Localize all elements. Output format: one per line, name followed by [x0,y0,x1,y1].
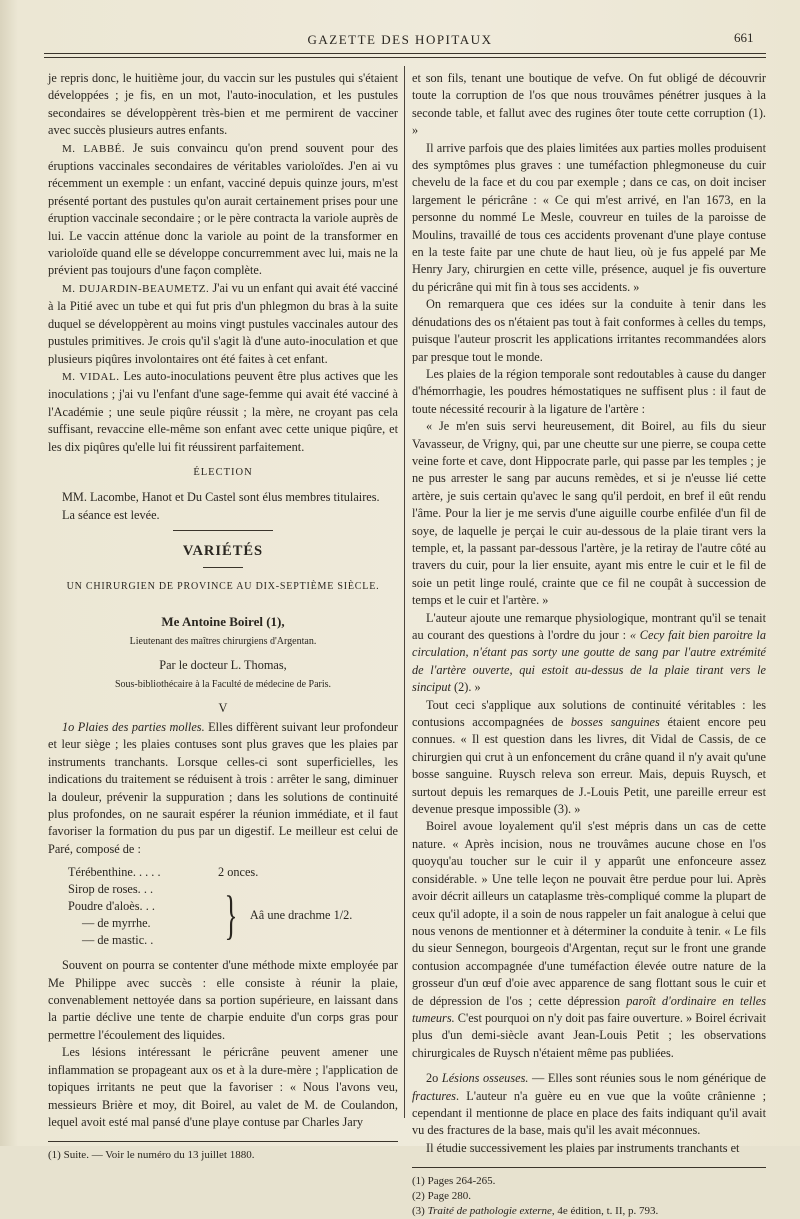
speaker-dujardin: M. DUJARDIN-BEAUMETZ. [62,282,210,295]
left-paragraph-labbe [48,140,398,280]
left-paragraph-dujardin [48,280,398,368]
fn3-b: , 4e édition, t. II, p. 793. [551,1205,659,1218]
right-footnote-rule [412,1167,766,1168]
author-role: Lieutenant des maîtres chirurgiens d'Argentan. [129,636,317,648]
right-paragraph-5: « Je m'en suis servi heureusement, dit Boirel, au fils du sieur Vavasseur, de Vrigny, qui, par une cheutte sur une pierre, se coupa cette veine forte et cave, dont Hippocrate parle, qui passe par les temples ; je ne pus arrester le sang par aucuns remèdes, et si je n'eusse lié cette artère, je suis certain qu'avec le sang qu'il perdoit, en bref il eût rendu l'âme. Pour la lier je me servis d'une aiguille courbe enfilée d'un fil de soye, de laquelle je perçai le cuir au-dessous de la plaie tirant vers la temple, et, la passant par-dessous l'artère, je la retiray de l'autre côté au travers du cuir, pour la lier ensuite, ayant mis entre le cuir et le fil de soie un petit linge roulé, crainte que ce fil ne coupât à succession de temps et le cuir et l'artère. » [412,419,766,608]
recipe-group [68,881,398,949]
p8-b: C'est pourquoi on n'y doit pas faire ouverture. » Boirel écrivait plus d'un demi-siècle avant Jean-Louis Petit ; les observations chirurgicales de Ruysch n'étaient même pas publiées. [412,1010,766,1060]
p6-end: (2). » [450,680,481,695]
fn3-a: (3) [412,1205,428,1218]
election-text: MM. Lacombe, Hanot et Du Castel sont élus membres titulaires. [62,490,380,505]
paragraph-spacer [412,1062,766,1070]
p9-a: 2o [426,1071,442,1086]
recipe-item-sirop: Sirop de roses. . . [68,882,154,897]
right-footnote-1: (1) Pages 264-265. [412,1175,496,1188]
left-paragraph-vidal [48,368,398,456]
column-divider [404,66,405,1118]
speaker-vidal: M. VIDAL. [62,370,120,383]
right-paragraph-9 [412,1070,766,1140]
left-paragraph-plaies [48,719,398,858]
right-paragraph-3: On remarquera que ces idées sur la conduite à tenir dans les dénudations des os n'étaient pas tout à fait conformes à celles du temps, puisque l'auteur proscrit les applications irritantes recommandées alors par presque tout le monde. [412,297,766,364]
p9-c: . L'auteur n'a guère eu en vue que la voûte crânienne ; cependant il mentionne de place en place des faits indiquant qu'il avait vu des fractures de la base, mais qu'il les avait méconnues. [412,1088,766,1138]
right-paragraph-1: et son fils, tenant une boutique de vefve. On fut obligé de découvrir toute la corruption de l'os que nous trouvâmes pénétrer jusques à la seconde table, et fallut avec des rugines ôter toute cette corruption (1). » [412,71,766,138]
recipe-qty-terebenthine: 2 onces. [218,865,259,880]
p8-italic: paroît d'ordinaire en telles tumeurs. [412,993,766,1025]
left-paragraph-1: je repris donc, le huitième jour, du vaccin sur les pustules qui s'étaient développées ; je fis, en un mot, l'auto-inoculation, et les pustules secondaires se développèrent très-bien et me permirent de vacciner avec succès plusieurs autres enfants. [48,71,398,138]
plaies-heading: 1o Plaies des parties molles. [62,720,205,734]
recipe-item-aloes: Poudre d'aloès. . . [68,899,155,914]
p9-b: — Elles sont réunies sous le nom générique de [528,1071,766,1086]
dujardin-text: J'ai vu un enfant qui avait été vacciné à la Pitié avec un tube et qui fut pris d'un phlegmon du bras à la suite duquel se développèrent au moins vingt pustules vaccinales autour des pustules primitives. Je crois qu'il s'agit là d'une auto-inoculation et que plusieurs piqûres involontaires ont été faites à cet enfant. [48,280,398,366]
right-paragraph-8 [412,818,766,1062]
recipe-item-mastic: — de mastic. . [82,933,154,948]
varietes-heading: VARIÉTÉS [182,543,264,560]
left-paragraph-philippe: Souvent on pourra se contenter d'une méthode mixte employée par Me Philippe avec succès : elle consiste à réunir la plaie, convenablement nettoyée dans sa portion supérieure, en laissant dans la partie déclive une tente de charpie enduite d'un corps gras pour permettre l'écoulement des liquides. [48,958,398,1042]
vidal-text: Les auto-inoculations peuvent être plus actives que les inoculations ; j'ai vu l'enfant d'une sage-femme qui avait été vacciné à l'Académie ; une seule piqûre réussit ; la mère, ne croyant pas cela suffisant, revaccine elle-même son enfant avec cette unique piqûre, et les dix piqûres qu'elle lui fit réussirent parfaitement. [48,368,399,454]
recipe-group-items [68,881,218,949]
page-number: 661 [734,30,754,45]
right-paragraph-6 [412,610,766,697]
ornament-divider [173,530,273,531]
article-subtitle: UN CHIRURGIEN DE PROVINCE AU DIX-SEPTIÈME SIÈCLE. [66,580,380,592]
byline-role: Sous-bibliothécaire à la Faculté de médecine de Paris. [114,679,332,691]
header-rule-bottom [44,57,766,58]
fn3-italic: Traité de pathologie externe [427,1205,552,1218]
right-paragraph-7 [412,697,766,819]
right-paragraph-2: Il arrive parfois que des plaies limitées aux parties molles produisent des symptômes plus graves : une tuméfaction phlegmoneuse du cuir chevelu de la face et du cou par exemple ; dans ce cas, on doit inciser largement le péricrâne : « Ce qui m'est arrivé, en l'an 1673, en la personne du nommé Le Mesle, couvreur en tuiles de la paroisse de Moulins, travaillé de tous ces accidents provenant d'une playe contuse en la teste faite par une chute de haut lieu, où je fus appelé par Me Henry Jary, chirurgien en cette ville, présence, auquel je fis ouverture du péricrâne qui mit fin à tous ses accidents. » [412,140,766,294]
speaker-labbe: M. LABBÉ. [62,142,126,155]
seance-text: La séance est levée. [62,507,160,522]
right-footnote-3 [412,1204,766,1219]
p7-b: étaient encore peu connues. « Il est question dans les livres, dit Vidal de Cassis, de ce chirurgien qui crut à un enfoncement du crâne quand il n'y avait qu'une bosse sanguine. Ruysch releva son erreur. Mais, depuis Ruysch, et surtout depuis les remarques de J.-Louis Petit, une pareille erreur est devenue presque impossible (3). » [412,715,767,817]
header-rule-top [44,53,766,54]
left-footnote: (1) Suite. — Voir le numéro du 13 juillet 1880. [48,1149,255,1162]
recipe-item-myrrhe: — de myrrhe. [82,916,151,931]
p7-a: Tout ceci s'applique aux solutions de continuité véritables : les contusions accompagnées de [412,697,766,730]
section-number: V [218,700,228,715]
recipe-brace: } [224,885,238,946]
labbe-text: Je suis convaincu qu'on prend souvent pour des éruptions vaccinales secondaires de véritables varioloïdes. J'en ai vu récemment un exemple : un enfant, vacciné depuis quinze jours, m'est présenté portant des pustules qu'on aurait certainement prises pour une éruption vaccinale secondaire ; or le père contracta la variole auprès de lui. Le vaccin atténue donc la variole au point de la transformer en varioloïde quand elle se développe concurremment avec lui, mais ne la prévient pas toujours d'une façon complète. [48,140,399,278]
p8-a: Boirel avoue loyalement qu'il s'est mépris dans un cas de cette nature. « Après incision, nous ne trouvâmes aucune chose en l'os quoyqu'au toucher sur le cuir il y apparût une enfonceure assez considérable. » Une telle leçon ne pouvait être perdue pour lui. Après avoir décrit ailleurs un cataplasme très-compliqué comme la plupart de ceux qu'il adopte, il a soin de nous rappeler un fait analogue à celui que nous venons de mentionner et à déterminer la conduite à tenir. « Le fils du sieur Sennegon, bourgeois d'Argentan, reçut sur le front une grande contusion accompagnée d'une tuméfaction élevée outre nature de la grosseur d'un œuf d'oie avec apparence de sang flottant sous le cuir et de dépression de l'os ; cette dépression [412,819,766,1008]
right-footnote-2: (2) Page 280. [412,1190,471,1203]
short-divider [203,567,243,568]
left-footnote-rule [48,1141,398,1142]
recipe-group-qty: Aâ une drachme 1/2. [249,907,353,922]
election-heading: ÉLECTION [193,466,253,478]
left-column [48,70,398,1163]
right-column [412,70,766,1219]
p9-italic: Lésions osseuses. [441,1071,529,1086]
article-byline: Par le docteur L. Thomas, [159,657,287,672]
p7-italic: bosses sanguines [570,715,660,730]
p6-quote: « Cecy fait bien paroitre la circulation, n'étant pas sorty une goutte de sang par l'autre extrémité de l'artère ouverte, qui estoit au-dessus de la plaie tirant vers le sinciput [412,628,766,695]
recipe-item-terebenthine: Térébenthine. . . . . [68,865,161,880]
recipe-row-1 [68,864,398,881]
recipe-block [68,864,398,949]
p6-text: L'auteur ajoute une remarque physiologique, montrant qu'il se tenait au courant des questions à l'ordre du jour : [412,610,766,642]
article-author: Me Antoine Boirel (1), [161,613,285,629]
plaies-text: Elles diffèrent suivant leur profondeur et leur siège ; les plaies contuses sont plus graves que les plaies par instruments tranchants. Lorsque celles-ci sont superficielles, les indications du traitement se réduisent à trois : arrêter le sang, diminuer la douleur, prévenir la suppuration ; dans les solutions de continuité plus profondes, on ne saurait espérer la réunion immédiate, et il faut favoriser la formation du pus par un digestif. Le meilleur est celui de Paré, composé de : [48,720,399,856]
right-paragraph-4: Les plaies de la région temporale sont redoutables à cause du danger d'hémorrhagie, les poudres hémostatiques ne suffisent plus : il faut de toute nécessité recourir à la ligature de l'artère : [412,366,766,416]
page-header-title: GAZETTE DES HOPITAUX [307,32,493,47]
left-paragraph-pericrane: Les lésions intéressant le péricrâne peuvent amener une inflammation se propageant aux os et à la dure-mère ; l'application de topiques irritants ne peut que la favoriser : « Nous l'avons veu, messieurs Brière et moy, dit Boirel, au valet de M. de Coulandon, lequel avoit esté mal pansé d'une playe contuse par Charles Jary [48,1045,398,1129]
right-paragraph-10: Il étudie successivement les plaies par instruments tranchants et [426,1140,740,1155]
p9-italic2: fractures [412,1088,456,1103]
